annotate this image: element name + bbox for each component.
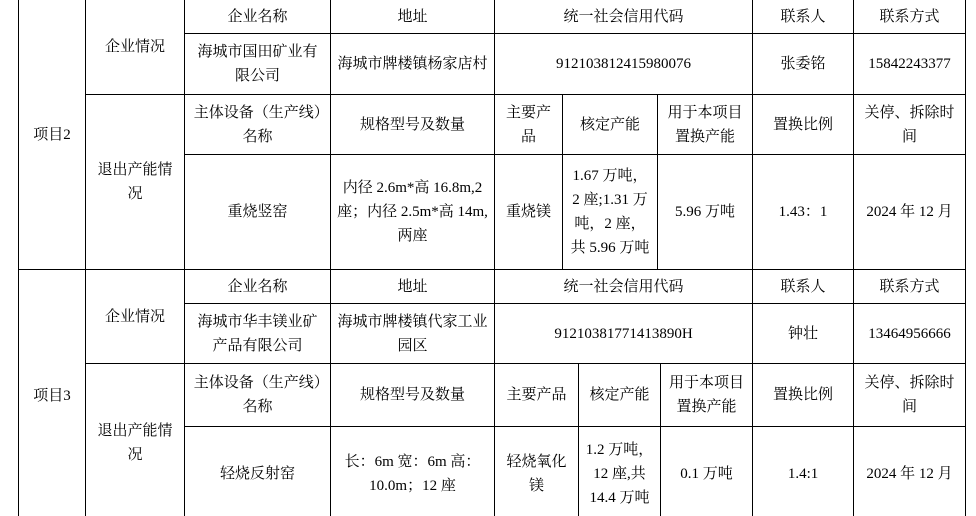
header-equipment: 主体设备（生产线）名称 bbox=[185, 364, 331, 427]
header-product: 主要产品 bbox=[495, 364, 579, 427]
approved-capacity-cell: 1.2 万吨，12 座,共 14.4 万吨 bbox=[579, 427, 661, 516]
product-cell: 重烧镁 bbox=[495, 155, 563, 270]
header-enterprise-name: 企业名称 bbox=[185, 0, 331, 34]
enterprise-group-label: 企业情况 bbox=[86, 270, 185, 364]
header-phone: 联系方式 bbox=[854, 270, 966, 304]
header-contact: 联系人 bbox=[753, 270, 854, 304]
enterprise-group-label: 企业情况 bbox=[86, 0, 185, 95]
header-credit-code: 统一社会信用代码 bbox=[495, 270, 753, 304]
header-enterprise-name: 企业名称 bbox=[185, 270, 331, 304]
header-spec: 规格型号及数量 bbox=[331, 95, 495, 155]
header-address: 地址 bbox=[331, 270, 495, 304]
spec-cell: 内径 2.6m*高 16.8m,2 座；内径 2.5m*高 14m,两座 bbox=[331, 155, 495, 270]
header-spec: 规格型号及数量 bbox=[331, 364, 495, 427]
equipment-cell: 重烧竖窑 bbox=[185, 155, 331, 270]
capacity-replacement-table-project3 bbox=[18, 270, 966, 516]
header-replacement-capacity: 用于本项目置换产能 bbox=[658, 95, 753, 155]
enterprise-name-cell: 海城市华丰镁业矿产品有限公司 bbox=[185, 304, 331, 364]
credit-code-cell: 91210381771413890H bbox=[495, 304, 753, 364]
shutdown-time-cell: 2024 年 12 月 bbox=[854, 427, 966, 516]
header-address: 地址 bbox=[331, 0, 495, 34]
header-approved-capacity: 核定产能 bbox=[563, 95, 658, 155]
header-shutdown-time: 关停、拆除时间 bbox=[854, 95, 966, 155]
phone-cell: 13464956666 bbox=[854, 304, 966, 364]
exit-group-label: 退出产能情况 bbox=[86, 95, 185, 270]
ratio-cell: 1.43：1 bbox=[753, 155, 854, 270]
ratio-cell: 1.4:1 bbox=[753, 427, 854, 516]
header-product: 主要产品 bbox=[495, 95, 563, 155]
spec-cell: 长：6m 宽：6m 高：10.0m；12 座 bbox=[331, 427, 495, 516]
header-equipment: 主体设备（生产线）名称 bbox=[185, 95, 331, 155]
header-approved-capacity: 核定产能 bbox=[579, 364, 661, 427]
header-phone: 联系方式 bbox=[854, 0, 966, 34]
address-cell: 海城市牌楼镇代家工业园区 bbox=[331, 304, 495, 364]
replacement-capacity-cell: 5.96 万吨 bbox=[658, 155, 753, 270]
header-credit-code: 统一社会信用代码 bbox=[495, 0, 753, 34]
product-cell: 轻烧氧化镁 bbox=[495, 427, 579, 516]
address-cell: 海城市牌楼镇杨家店村 bbox=[331, 34, 495, 95]
credit-code-cell: 912103812415980076 bbox=[495, 34, 753, 95]
header-ratio: 置换比例 bbox=[753, 95, 854, 155]
equipment-cell: 轻烧反射窑 bbox=[185, 427, 331, 516]
header-ratio: 置换比例 bbox=[753, 364, 854, 427]
replacement-capacity-cell: 0.1 万吨 bbox=[661, 427, 753, 516]
contact-cell: 张委铭 bbox=[753, 34, 854, 95]
project-label: 项目2 bbox=[19, 0, 86, 270]
capacity-replacement-table-project2 bbox=[18, 0, 966, 270]
header-shutdown-time: 关停、拆除时间 bbox=[854, 364, 966, 427]
enterprise-name-cell: 海城市国田矿业有限公司 bbox=[185, 34, 331, 95]
exit-group-label: 退出产能情况 bbox=[86, 364, 185, 516]
header-contact: 联系人 bbox=[753, 0, 854, 34]
approved-capacity-cell: 1.67 万吨，2 座;1.31 万吨，2 座，共 5.96 万吨 bbox=[563, 155, 658, 270]
contact-cell: 钟壮 bbox=[753, 304, 854, 364]
shutdown-time-cell: 2024 年 12 月 bbox=[854, 155, 966, 270]
project-label: 项目3 bbox=[19, 270, 86, 516]
phone-cell: 15842243377 bbox=[854, 34, 966, 95]
header-replacement-capacity: 用于本项目置换产能 bbox=[661, 364, 753, 427]
